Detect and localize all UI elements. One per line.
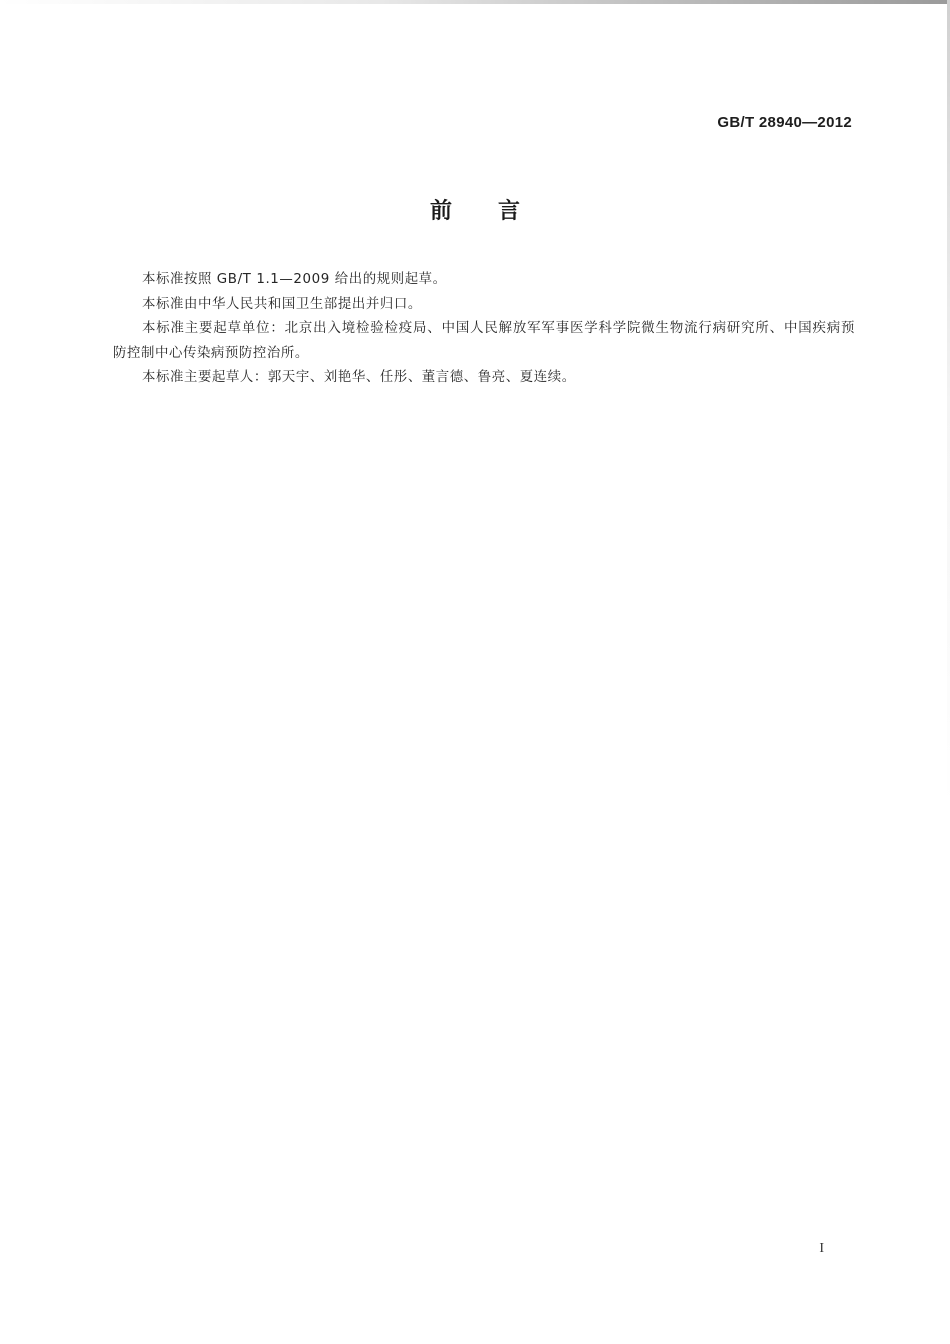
page-title: 前言 (429, 199, 566, 224)
paragraph-drafters: 本标准主要起草人：郭天宇、刘艳华、任彤、董言德、鲁亮、夏连续。 (142, 370, 576, 385)
foreword-body (113, 268, 855, 391)
page-number: I (819, 1241, 824, 1256)
paragraph-drafting-rules: 本标准按照 GB/T 1.1—2009 给出的规则起草。 (142, 272, 447, 287)
paragraph-proposer: 本标准由中华人民共和国卫生部提出并归口。 (142, 296, 422, 312)
scan-top-edge (0, 0, 950, 4)
standard-number: GB/T 28940—2012 (717, 114, 852, 131)
paragraph-drafting-units: 本标准主要起草单位：北京出入境检验检疫局、中国人民解放军军事医学科学院微生物流行病研究所、中国疾病预防控制中心传染病预防控治所。 (113, 321, 855, 361)
